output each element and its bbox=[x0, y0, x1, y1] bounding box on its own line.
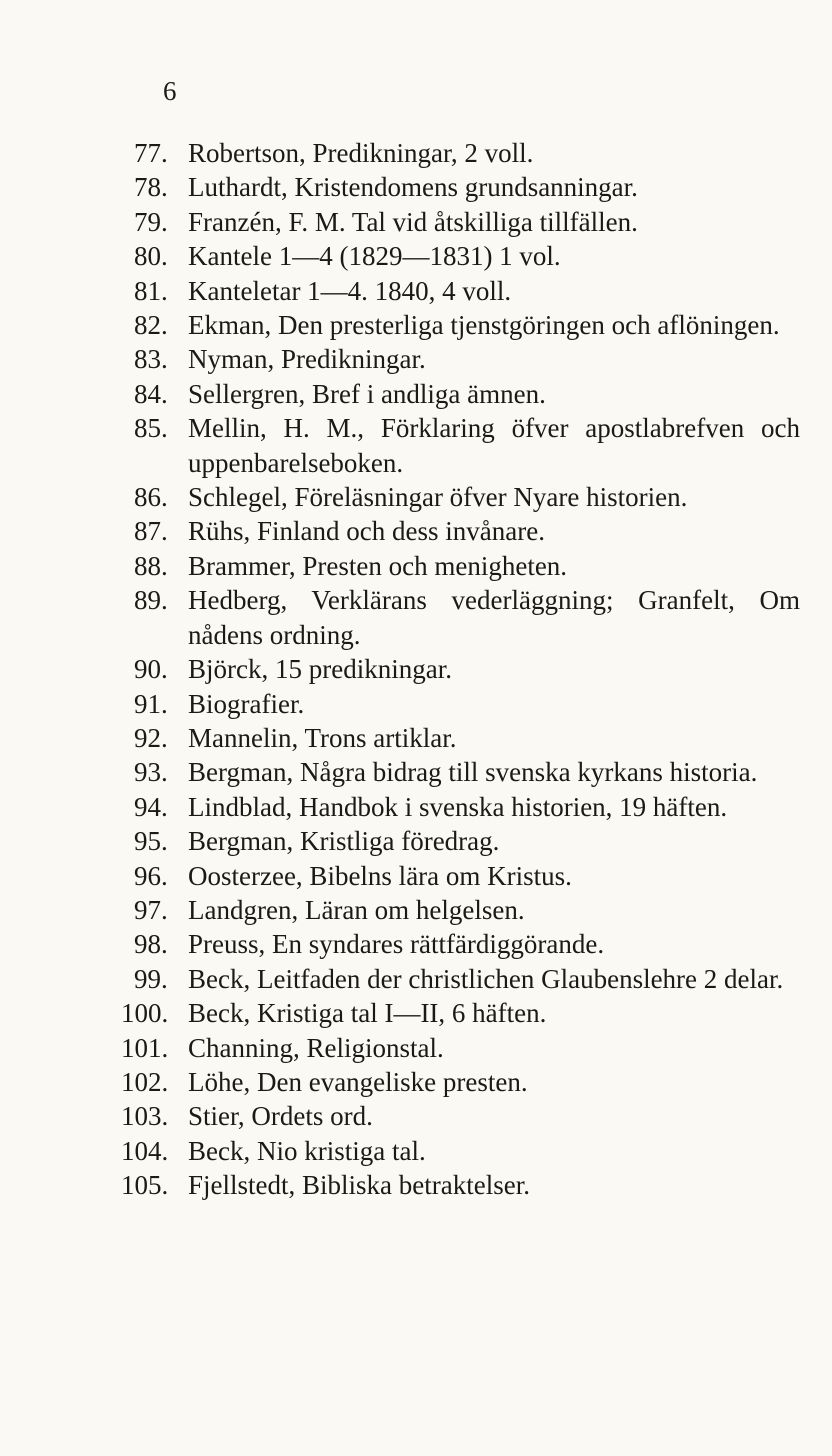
catalog-entry bbox=[134, 205, 800, 239]
catalog-entry bbox=[134, 755, 800, 789]
entry-text: Bergman, Några bidrag till svenska kyrkans historia. bbox=[188, 757, 758, 788]
catalog-entry bbox=[134, 962, 800, 996]
catalog-entry bbox=[134, 687, 800, 721]
catalog-list bbox=[121, 136, 800, 1203]
catalog-entry bbox=[134, 549, 800, 583]
entry-text: Robertson, Predikningar, 2 voll. bbox=[188, 138, 534, 168]
entry-number: 95. bbox=[134, 826, 168, 857]
entry-text: Biografier. bbox=[188, 688, 305, 719]
entry-text: Ekman, Den presterliga tjenstgöringen och aflöningen. bbox=[188, 310, 780, 341]
entry-number: 94. bbox=[134, 791, 168, 822]
entry-number: 92. bbox=[134, 722, 168, 753]
entry-text: Mannelin, Trons artiklar. bbox=[188, 722, 457, 753]
entry-text: Brammer, Presten och menigheten. bbox=[188, 550, 568, 581]
entry-text: Schlegel, Föreläsningar öfver Nyare historien. bbox=[188, 482, 688, 513]
entry-text: Lindblad, Handbok i svenska historien, 19 häften. bbox=[188, 791, 728, 822]
catalog-entry bbox=[134, 274, 800, 308]
catalog-entry bbox=[134, 239, 800, 273]
catalog-entry bbox=[134, 136, 800, 170]
entry-number: 78. bbox=[134, 172, 168, 203]
entry-text: Rühs, Finland och dess invånare. bbox=[188, 516, 545, 547]
catalog-entry bbox=[134, 583, 800, 652]
entry-text: Sellergren, Bref i andliga ämnen. bbox=[188, 378, 546, 409]
entry-text: Bergman, Kristliga föredrag. bbox=[188, 826, 500, 857]
entry-number: 104. bbox=[121, 1135, 169, 1166]
entry-text: Franzén, F. M. Tal vid åtskilliga tillfällen. bbox=[188, 206, 638, 237]
entry-number: 85. bbox=[134, 413, 168, 444]
entry-number: 86. bbox=[134, 482, 168, 513]
entry-text: Kanteletar 1—4. 1840, 4 voll. bbox=[188, 275, 512, 306]
entry-number: 82. bbox=[134, 310, 168, 341]
entry-text: Mellin, H. M., Förklaring öfver apostlabrefven och uppenbarelseboken. bbox=[188, 413, 800, 478]
catalog-entry bbox=[121, 996, 800, 1030]
entry-text: Luthardt, Kristendomens grundsanningar. bbox=[188, 172, 638, 203]
entry-text: Kantele 1—4 (1829—1831) 1 vol. bbox=[188, 241, 561, 272]
entry-number: 103. bbox=[121, 1101, 169, 1132]
entry-text: Oosterzee, Bibelns lära om Kristus. bbox=[188, 860, 572, 891]
entry-number: 84. bbox=[134, 378, 168, 409]
entry-number: 88. bbox=[134, 550, 168, 581]
entry-number: 99. bbox=[134, 963, 168, 994]
catalog-entry bbox=[121, 1031, 800, 1065]
entry-text: Beck, Nio kristiga tal. bbox=[188, 1135, 426, 1166]
catalog-entry bbox=[134, 790, 800, 824]
entry-text: Nyman, Predikningar. bbox=[188, 344, 426, 375]
entry-number: 101. bbox=[121, 1032, 169, 1063]
entry-number: 80. bbox=[134, 241, 168, 272]
catalog-entry bbox=[121, 1134, 800, 1168]
entry-number: 81. bbox=[134, 275, 168, 306]
catalog-entry bbox=[134, 893, 800, 927]
entry-number: 97. bbox=[134, 894, 168, 925]
entry-number: 83. bbox=[134, 344, 168, 375]
entry-text: Landgren, Läran om helgelsen. bbox=[188, 894, 525, 925]
entry-text: Beck, Kristiga tal I—II, 6 häften. bbox=[188, 998, 547, 1029]
catalog-entry bbox=[134, 480, 800, 514]
entry-text: Channing, Religionstal. bbox=[188, 1032, 444, 1063]
entry-number: 102. bbox=[121, 1066, 169, 1097]
entry-text: Löhe, Den evangeliske presten. bbox=[188, 1066, 528, 1097]
entry-number: 93. bbox=[134, 757, 168, 788]
catalog-entry bbox=[134, 342, 800, 376]
catalog-entry bbox=[134, 411, 800, 480]
entry-number: 96. bbox=[134, 860, 168, 891]
entry-text: Stier, Ordets ord. bbox=[188, 1101, 373, 1132]
catalog-entry bbox=[134, 859, 800, 893]
catalog-entry bbox=[121, 1099, 800, 1133]
catalog-entry bbox=[134, 824, 800, 858]
catalog-entry bbox=[121, 1168, 800, 1202]
page-number: 6 bbox=[163, 76, 177, 106]
entry-number: 87. bbox=[134, 516, 168, 547]
catalog-entry bbox=[121, 1065, 800, 1099]
catalog-entry bbox=[134, 308, 800, 342]
entry-text: Björck, 15 predikningar. bbox=[188, 654, 452, 685]
entry-number: 90. bbox=[134, 654, 168, 685]
entry-number: 79. bbox=[134, 206, 168, 237]
catalog-entry bbox=[134, 927, 800, 961]
entry-text: Beck, Leitfaden der christlichen Glaubenslehre 2 delar. bbox=[188, 963, 784, 994]
entry-number: 98. bbox=[134, 929, 168, 960]
entry-number: 100. bbox=[121, 998, 169, 1029]
catalog-entry bbox=[134, 652, 800, 686]
entry-text: Hedberg, Verklärans vederläggning; Granfelt, Om nådens ordning. bbox=[188, 585, 800, 650]
entry-number: 91. bbox=[134, 688, 168, 719]
entry-number: 89. bbox=[134, 585, 168, 616]
catalog-entry bbox=[134, 721, 800, 755]
catalog-entry bbox=[134, 170, 800, 204]
catalog-entry bbox=[134, 377, 800, 411]
entry-text: Preuss, En syndares rättfärdiggörande. bbox=[188, 929, 605, 960]
entry-text: Fjellstedt, Bibliska betraktelser. bbox=[188, 1170, 530, 1201]
catalog-entry bbox=[134, 514, 800, 548]
entry-number: 105. bbox=[121, 1170, 169, 1201]
entry-number: 77. bbox=[134, 138, 168, 168]
